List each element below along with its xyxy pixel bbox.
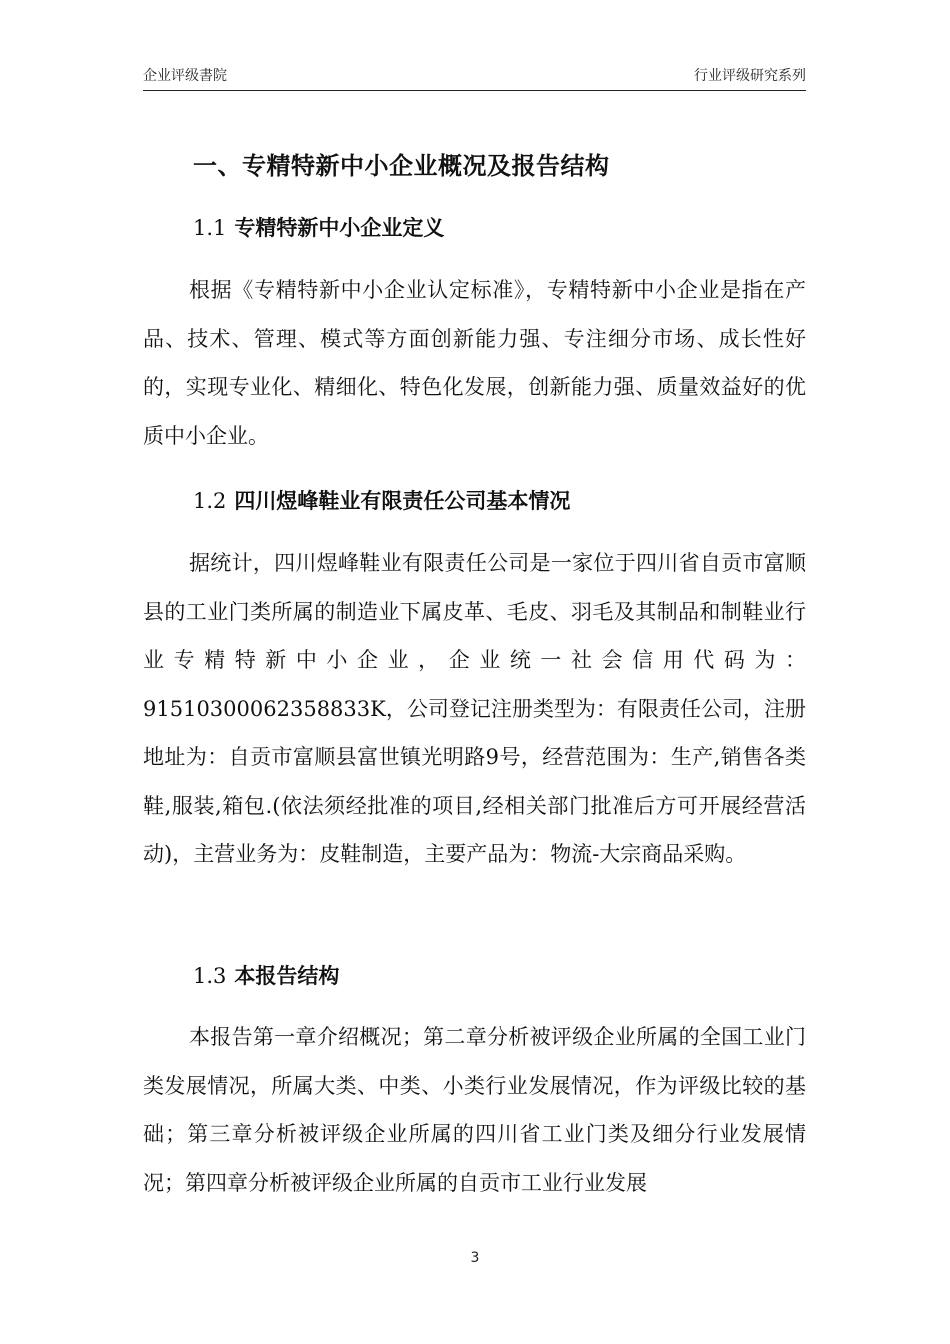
section-number: 1.3: [193, 964, 227, 988]
section-paragraph-1-1: 根据《专精特新中小企业认定标准》，专精特新中小企业是指在产品、技术、管理、模式等方面创新能力强、专注细分市场、成长性好的，实现专业化、精细化、特色化发展，创新能力强、质量效益好的优质中小企业。: [143, 278, 806, 448]
section-heading-1-1: [193, 212, 444, 242]
section-heading-1-2: [193, 485, 570, 515]
page-number: 3: [470, 1250, 480, 1266]
section-paragraph-1-2: 据统计，四川煜峰鞋业有限责任公司是一家位于四川省自贡市富顺县的工业门类所属的制造业下属皮革、毛皮、羽毛及其制品和制鞋业行业专精特新中小企业，企业统一社会信用代码为：91510300062358833K，公司登记注册类型为：有限责任公司，注册地址为：自贡市富顺县富世镇光明路9号，经营范围为：生产,销售各类鞋,服装,箱包.(依法须经批准的项目,经相关部门批准后方可开展经营活动)，主营业务为：皮鞋制造，主要产品为：物流-大宗商品采购。: [143, 551, 806, 866]
section-number: 1.1: [193, 216, 227, 240]
header-publisher: 企业评级書院: [143, 68, 227, 84]
section-heading-1-3: [193, 960, 339, 990]
section-number: 1.2: [193, 489, 227, 513]
section-title: 专精特新中小企业定义: [234, 215, 445, 240]
section-title: 四川煜峰鞋业有限责任公司基本情况: [234, 488, 571, 513]
header-series: 行业评级研究系列: [694, 68, 806, 84]
chapter-title: 一、专精特新中小企业概况及报告结构: [193, 151, 610, 180]
section-title: 本报告结构: [234, 963, 340, 988]
section-paragraph-1-3: 本报告第一章介绍概况；第二章分析被评级企业所属的全国工业门类发展情况，所属大类、中类、小类行业发展情况，作为评级比较的基础；第三章分析被评级企业所属的四川省工业门类及细分行业发展情况；第四章分析被评级企业所属的自贡市工业行业发展: [143, 1025, 806, 1195]
page-header: [143, 66, 806, 91]
